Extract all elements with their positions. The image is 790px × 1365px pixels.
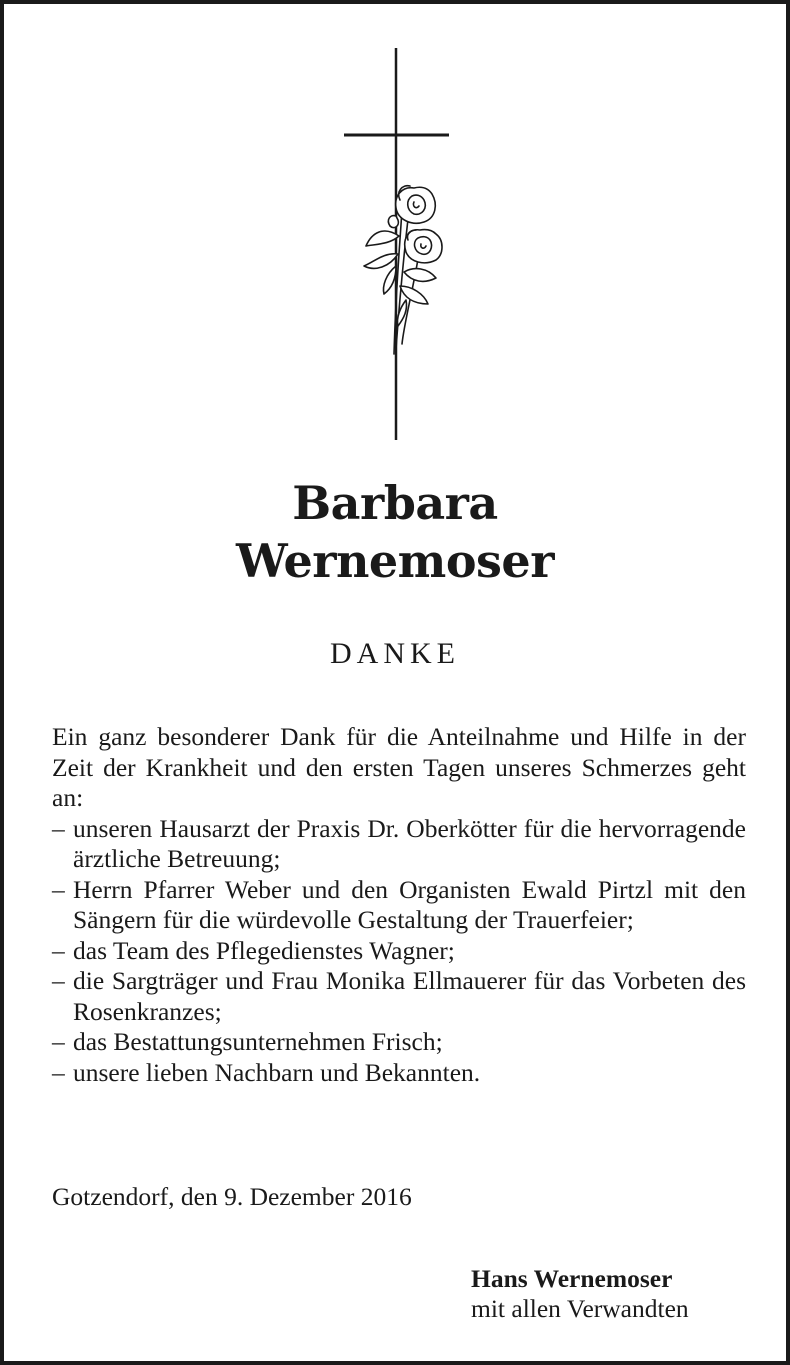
- first-name: Barbara: [292, 476, 498, 530]
- last-name: Wernemoser: [236, 534, 554, 588]
- roses-icon: [364, 186, 442, 354]
- thanks-text: [52, 722, 746, 1088]
- list-item: – Herrn Pfarrer Weber und den Organisten Ewald Pirtzl mit den Sängern für die würdevolle Gestaltung der Trauerfeier;: [52, 875, 746, 936]
- list-item: – unsere lieben Nachbarn und Bekannten.: [52, 1058, 746, 1089]
- list-item: – das Team des Pflegedienstes Wagner;: [52, 936, 746, 967]
- cross-with-roses-emblem: [4, 4, 790, 444]
- deceased-name: [4, 474, 786, 590]
- list-item: – die Sargträger und Frau Monika Ellmauerer für das Vorbeten des Rosenkranzes;: [52, 966, 746, 1027]
- heading-danke: DANKE: [330, 637, 460, 670]
- list-item: – unseren Hausarzt der Praxis Dr. Oberkötter für die hervorragende ärztliche Betreuung;: [52, 814, 746, 875]
- thanks-list: [52, 814, 746, 1089]
- signature-name: Hans Wernemoser: [471, 1264, 673, 1293]
- intro-paragraph: Ein ganz besonderer Dank für die Anteilnahme und Hilfe in der Zeit der Krankheit und den ersten Tagen unseres Schmerzes geht an:: [52, 722, 746, 812]
- signature-block: [471, 1264, 689, 1324]
- list-item: – das Bestattungsunternehmen Frisch;: [52, 1027, 746, 1058]
- signature-subtitle: mit allen Verwandten: [471, 1294, 689, 1323]
- place-date: Gotzendorf, den 9. Dezember 2016: [52, 1182, 412, 1211]
